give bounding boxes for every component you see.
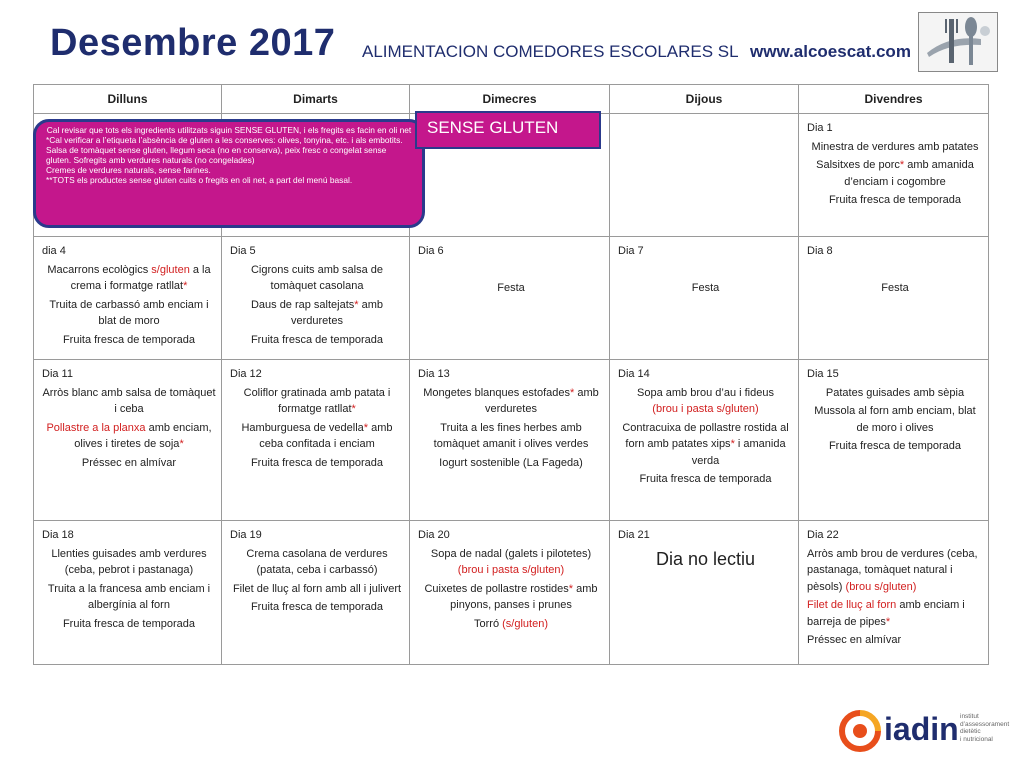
header-friday: Divendres: [799, 85, 989, 114]
iadin-brand: iadin: [884, 711, 959, 747]
cell-dia-15: [799, 360, 989, 521]
gluten-notes-box: [33, 119, 425, 228]
cell-dia-5: [222, 237, 410, 360]
header-wednesday: Dimecres: [410, 85, 610, 114]
dish-second: Filet de lluç al forn amb all i julivert: [232, 582, 402, 595]
dish-second: Filet de lluç al forn amb enciam i barreja de pipes*: [807, 599, 965, 628]
dish-first: Sopa amb brou d’au i fideus (brou i pasta s/gluten): [637, 386, 774, 415]
cell-dia-12: [222, 360, 410, 521]
dish-second: Contracuixa de pollastre rostida al forn amb patates xips* i amanida verda: [622, 421, 789, 467]
cell-dia-13: [410, 360, 610, 521]
cutlery-logo-icon: [918, 12, 998, 72]
day-label: Dia 15: [807, 368, 839, 380]
dish-dessert: Fruita fresca de temporada: [250, 456, 384, 469]
iadin-tagline: institut d’assessorament dietètic i nutricional: [960, 713, 1010, 743]
cell-dia-18: [34, 521, 222, 665]
dish-first: Crema casolana de verdures (patata, ceba i carbassó): [246, 547, 388, 576]
website-link[interactable]: www.alcoescat.com: [750, 42, 911, 61]
note-line: Salsa de tomàquet sense gluten, llegum seca (no en conserva), peix fresc o congelat sense gluten. Sofregits amb verdures naturals (no congelades): [46, 145, 387, 165]
dish-second: Truita a la francesa amb enciam i albergínia al forn: [47, 582, 211, 611]
dish-second: Hamburguesa de vedella* amb ceba confitada i enciam: [241, 421, 393, 450]
dish-dessert: Fruita fresca de temporada: [828, 194, 962, 206]
dish-first: Llenties guisades amb verdures (ceba, pebrot i pastanaga): [51, 547, 207, 576]
day-label: dia 4: [42, 245, 66, 257]
dish-first: Arròs blanc amb salsa de tomàquet i ceba: [42, 386, 216, 415]
cell-dia-21: [610, 521, 799, 665]
week-row-4: [34, 521, 989, 665]
dish-first: Macarrons ecològics s/gluten a la crema i formatge ratllat*: [47, 263, 211, 292]
note-line: Cremes de verdures naturals, sense farines.: [46, 165, 211, 175]
cell-empty: [610, 114, 799, 237]
company-name: ALIMENTACION COMEDORES ESCOLARES SL: [362, 42, 739, 61]
day-label: Dia 6: [418, 245, 444, 257]
dish-second: Pollastre a la planxa amb enciam, olives i tiretes de soja*: [46, 421, 212, 450]
note-line: *Cal verificar a l’etiqueta l’absència de gluten a les conserves: olives, tonyina, etc. i als embotits.: [46, 135, 403, 145]
sense-gluten-badge: SENSE GLUTEN: [415, 111, 601, 149]
cell-dia-11: [34, 360, 222, 521]
cell-dia-14: [610, 360, 799, 521]
dish-dessert: Fruita fresca de temporada: [62, 333, 196, 346]
iadin-logo-icon: [838, 709, 882, 753]
dish-first: Minestra de verdures amb patates: [811, 140, 979, 153]
dish-dessert: Torró (s/gluten): [474, 617, 548, 630]
day-label: Dia 5: [230, 245, 256, 257]
holiday-label: Festa: [497, 281, 525, 294]
cell-dia-1: [799, 114, 989, 237]
dish-first: Sopa de nadal (galets i pilotetes) (brou i pasta s/gluten): [430, 547, 592, 576]
dish-second: Truita de carbassó amb enciam i blat de moro: [49, 298, 209, 327]
dish-second: Daus de rap saltejats* amb verduretes: [250, 298, 384, 327]
dish-dessert: Fruita fresca de temporada: [250, 333, 384, 346]
dish-dessert: Fruita fresca de temporada: [250, 601, 384, 613]
day-label: Dia 11: [42, 368, 73, 380]
day-label: Dia 13: [418, 368, 450, 380]
cell-dia-6: [410, 237, 610, 360]
dish-second: Cuixetes de pollastre rostides* amb pinyons, panses i prunes: [424, 582, 598, 611]
header-tuesday: Dimarts: [222, 85, 410, 114]
day-label: Dia 20: [418, 529, 450, 541]
day-label: Dia 8: [807, 245, 833, 257]
dish-second: Salsitxes de porc* amb amanida d’enciam i cogombre: [816, 159, 974, 188]
dish-first: Coliflor gratinada amb patata i formatge ratllat*: [243, 386, 391, 415]
day-label: Dia 18: [42, 529, 74, 541]
day-label: Dia 21: [618, 529, 650, 541]
cell-dia-20: [410, 521, 610, 665]
cell-dia-22: [799, 521, 989, 665]
non-school-day-label: Dia no lectiu: [655, 548, 756, 569]
day-label: Dia 14: [618, 368, 650, 380]
holiday-label: Festa: [691, 281, 720, 294]
day-label: Dia 22: [807, 529, 839, 541]
iadin-logo: [836, 705, 1016, 759]
dish-first: Mongetes blanques estofades* amb verduretes: [423, 386, 599, 415]
dish-dessert: Préssec en almívar: [807, 634, 902, 646]
page-title: Desembre 2017: [50, 22, 336, 64]
dish-first: Arròs amb brou de verdures (ceba, pastanaga, tomàquet natural i pèsols) (brou s/gluten): [807, 547, 978, 593]
header-monday: Dilluns: [34, 85, 222, 114]
note-line: Cal revisar que tots els ingredients utilitzats siguin SENSE GLUTEN, i els fregits es facin en oli net: [46, 125, 412, 135]
dish-first: Patates guisades amb sèpia: [825, 386, 965, 399]
day-label: Dia 19: [230, 529, 262, 541]
cell-dia-19: [222, 521, 410, 665]
week-row-3: [34, 360, 989, 521]
header-thursday: Dijous: [610, 85, 799, 114]
cell-dia-4: [34, 237, 222, 360]
cell-dia-7: [610, 237, 799, 360]
dish-dessert: Fruita fresca de temporada: [62, 617, 196, 630]
day-label: Dia 1: [807, 122, 833, 134]
dish-dessert: Fruita fresca de temporada: [639, 473, 772, 485]
dish-second: Truita a les fines herbes amb tomàquet amanit i olives verdes: [433, 421, 589, 450]
dish-dessert: Préssec en almívar: [81, 456, 177, 469]
day-label: Dia 12: [230, 368, 262, 380]
dish-dessert: Iogurt sostenible (La Fageda): [439, 456, 583, 469]
dish-dessert: Fruita fresca de temporada: [828, 440, 962, 452]
holiday-label: Festa: [881, 281, 909, 294]
note-line: **TOTS els productes sense gluten cuits o fregits en oli net, a part del menú basal.: [46, 175, 353, 185]
day-label: Dia 7: [618, 245, 644, 257]
week-row-2: [34, 237, 989, 360]
dish-first: Cigrons cuits amb salsa de tomàquet casolana: [250, 263, 384, 292]
dish-second: Mussola al forn amb enciam, blat de moro i olives: [814, 405, 976, 434]
cell-dia-8: [799, 237, 989, 360]
weekday-header-row: [34, 85, 989, 114]
